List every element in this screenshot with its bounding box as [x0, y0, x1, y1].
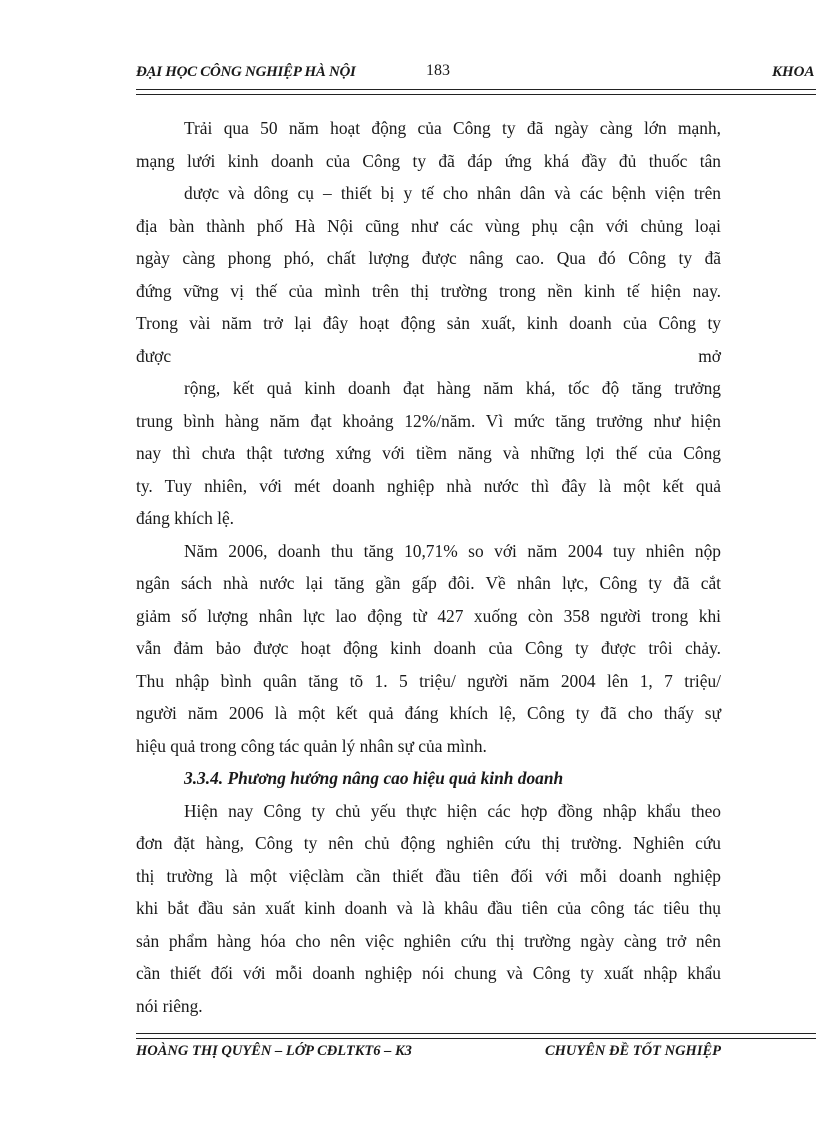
header-university: ĐẠI HỌC CÔNG NGHIỆP HÀ NỘI	[136, 64, 356, 80]
text-line: dược và dông cụ – thiết bị y tế cho nhân dân và các bệnh viện trên	[184, 183, 721, 203]
text-line: trung bình hàng năm đạt khoảng 12%/năm. Vì mức tăng trưởng như hiện	[136, 410, 721, 431]
text-line: khi bắt đầu sản xuất kinh doanh và là khâu đầu tiên của công tác tiêu thụ	[136, 898, 721, 918]
text-line: đơn đặt hàng, Công ty nên chủ động nghiên cứu thị trường. Nghiên cứu	[136, 833, 721, 853]
footer-rule-thin	[136, 1038, 816, 1039]
text-line	[136, 340, 721, 373]
text-line: người năm 2006 là một kết quả đáng khích lệ, Công ty đã cho thấy sự	[136, 703, 721, 723]
page-header	[136, 64, 816, 86]
text-line: rộng, kết quả kinh doanh đạt hàng năm khá, tốc độ tăng trưởng	[184, 378, 721, 398]
text-fragment: được	[136, 345, 172, 366]
text-line: Trải qua 50 năm hoạt động của Công ty đã ngày càng lớn mạnh,	[184, 118, 721, 138]
text-line: Năm 2006, doanh thu tăng 10,71% so với năm 2004 tuy nhiên nộp	[184, 540, 721, 561]
page-number: 183	[426, 62, 450, 79]
footer-author: HOÀNG THỊ QUYÊN – LỚP CĐLTKT6 – K3	[136, 1043, 412, 1059]
text-line: cần thiết đối với mỗi doanh nghiệp nói chung và Công ty xuất nhập khẩu	[136, 963, 721, 983]
footer-rule-thick	[136, 1033, 816, 1034]
text-line: giảm số lượng nhân lực lao động từ 427 xuống còn 358 người trong khi	[136, 605, 721, 626]
text-line: nay thì chưa thật tương xứng với tiềm năng và những lợi thế của Công	[136, 443, 721, 463]
text-line: đứng vững vị thế của mình trên thị trường trong nền kinh tế hiện nay.	[136, 280, 721, 301]
text-line: thị trường là một việclàm cần thiết đầu tiên đối với mỗi doanh nghiệp	[136, 865, 721, 886]
section-heading: 3.3.4. Phương hướng nâng cao hiệu quả kinh doanh	[184, 768, 564, 788]
header-rule-thin	[136, 94, 816, 95]
text-line: đáng khích lệ.	[136, 508, 235, 528]
text-line: ngân sách nhà nước lại tăng gần gấp đôi. Về nhân lực, Công ty đã cắt	[136, 573, 721, 593]
text-line: ty. Tuy nhiên, với mét doanh nghiệp nhà nước thì đây là một kết quả	[136, 475, 721, 496]
body-text	[136, 112, 721, 1022]
text-line: Hiện nay Công ty chủ yếu thực hiện các hợp đồng nhập khẩu theo	[184, 800, 721, 821]
text-line: sản phẩm hàng hóa cho nên việc nghiên cứu thị trường ngày càng trở nên	[136, 930, 721, 951]
text-line: địa bàn thành phố Hà Nội cũng như các vùng phụ cận với chủng loại	[136, 215, 721, 236]
text-fragment: mở	[698, 345, 721, 366]
header-faculty: KHOA	[772, 64, 815, 80]
text-line: mạng lưới kinh doanh của Công ty đã đáp ứng khá đầy đủ thuốc tân	[136, 150, 721, 171]
text-line: Trong vài năm trở lại đây hoạt động sản xuất, kinh doanh của Công ty	[136, 313, 721, 333]
header-rule-thick	[136, 89, 816, 90]
text-line: Thu nhập bình quân tăng tõ 1. 5 triệu/ người năm 2004 lên 1, 7 triệu/	[136, 670, 721, 691]
text-line: nói riêng.	[136, 995, 203, 1016]
text-line: ngày càng phong phó, chất lượng được nâng cao. Qua đó Công ty đã	[136, 248, 721, 268]
text-line: vẫn đảm bảo được hoạt động kinh doanh của Công ty được trôi chảy.	[136, 638, 721, 658]
page-footer	[136, 1043, 721, 1065]
footer-title: CHUYÊN ĐỀ TỐT NGHIỆP	[544, 1043, 721, 1059]
text-line: hiệu quả trong công tác quản lý nhân sự của mình.	[136, 735, 487, 756]
